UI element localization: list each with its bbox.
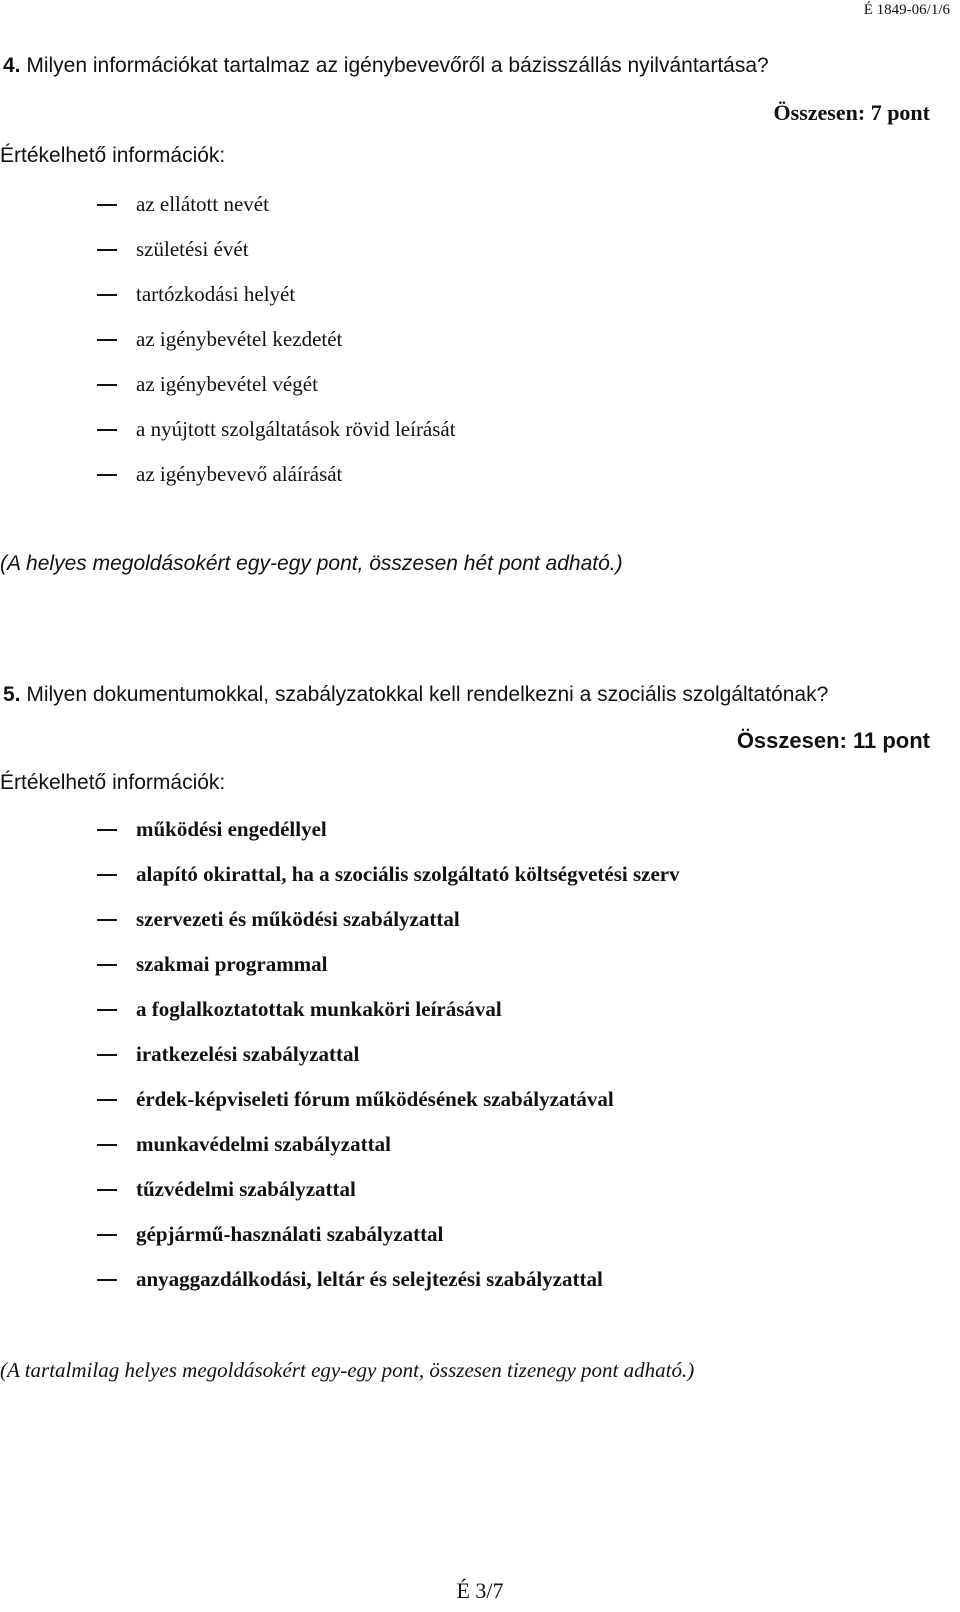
question-5-text: Milyen dokumentumokkal, szabályzatokkal kell rendelkezni a szociális szolgáltatónak?	[26, 683, 829, 706]
dash-bullet	[97, 384, 117, 386]
dash-bullet	[97, 339, 117, 341]
question-4-total: Összesen: 7 pont	[773, 100, 930, 125]
dash-bullet	[97, 1009, 117, 1011]
dash-bullet	[97, 1279, 117, 1281]
dash-bullet	[97, 1234, 117, 1236]
question-4-scoring-note: (A helyes megoldásokért egy-egy pont, összesen hét pont adható.)	[0, 552, 623, 575]
dash-bullet	[97, 429, 117, 431]
dash-bullet	[97, 1054, 117, 1056]
dash-bullet	[97, 1099, 117, 1101]
dash-bullet	[97, 874, 117, 876]
dash-bullet	[97, 204, 117, 206]
question-4	[3, 54, 769, 78]
dash-bullet	[97, 829, 117, 831]
question-4-text: Milyen információkat tartalmaz az igénybevevőről a bázisszállás nyilvántartása?	[26, 54, 769, 77]
document-code: É 1849-06/1/6	[863, 2, 950, 18]
dash-bullet	[97, 964, 117, 966]
dash-bullet	[97, 1144, 117, 1146]
dash-bullet	[97, 294, 117, 296]
question-5-total: Összesen: 11 pont	[736, 728, 930, 753]
question-5	[3, 683, 828, 707]
question-4-eval-label: Értékelhető információk:	[0, 144, 226, 167]
dash-bullet	[97, 474, 117, 476]
dash-bullet	[97, 1189, 117, 1191]
dash-bullet	[97, 249, 117, 251]
dash-bullet	[97, 919, 117, 921]
question-5-eval-label: Értékelhető információk:	[0, 771, 226, 794]
question-4-number: 4.	[3, 54, 21, 77]
page-number: É 3/7	[456, 1578, 504, 1603]
question-5-number: 5.	[3, 683, 21, 706]
question-5-scoring-note: (A tartalmilag helyes megoldásokért egy-egy pont, összesen tizenegy pont adható.)	[0, 1358, 695, 1382]
